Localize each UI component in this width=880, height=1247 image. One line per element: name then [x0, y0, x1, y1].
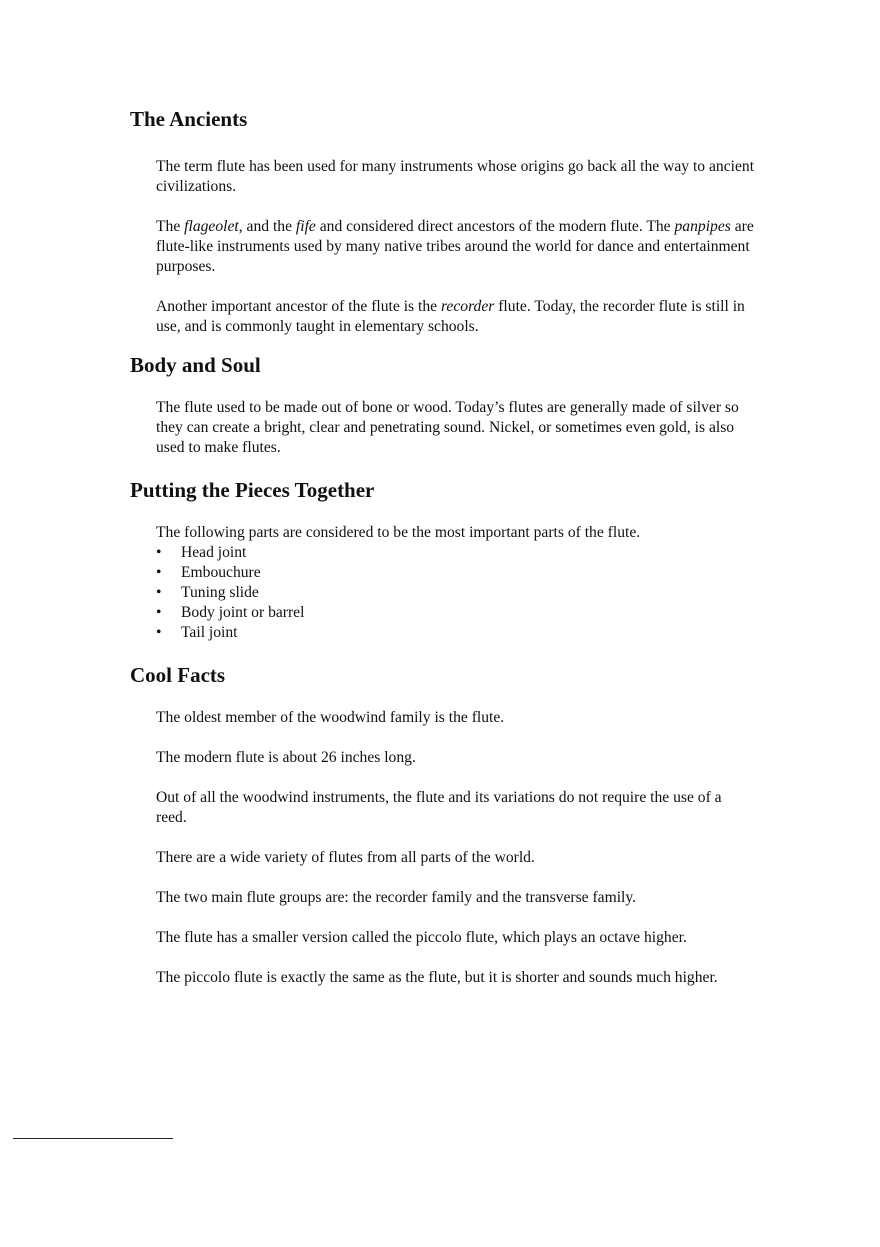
bullet-glyph: • — [156, 544, 162, 561]
text-run: , and the — [238, 218, 296, 235]
section-body-ancients — [156, 157, 756, 337]
fact-paragraph: The modern flute is about 26 inches long. — [156, 749, 416, 766]
term-fife: fife — [295, 218, 316, 235]
section-heading-ancients: The Ancients — [130, 107, 248, 131]
term-recorder: recorder — [440, 298, 495, 315]
paragraph-materials: The flute used to be made out of bone or wood. Today’s flutes are generally made of silver so they can create a bright, clear and penetrating sound. Nickel, or sometimes even gold, is also used to make flutes. — [156, 399, 739, 456]
list-item-text: Tail joint — [181, 624, 238, 641]
section-body-and-soul — [130, 352, 770, 458]
list-item-text: Embouchure — [181, 564, 261, 581]
text-run: and considered direct ancestors of the modern flute. The — [315, 218, 675, 235]
paragraph-parts-intro: The following parts are considered to be the most important parts of the flute. — [156, 524, 641, 541]
term-flageolet: flageolet — [184, 218, 239, 235]
text-run: The — [156, 218, 185, 235]
text-run: are flute-like instruments used by many native tribes around the world for dance and entertainment purposes. — [156, 218, 754, 275]
bullet-glyph: • — [156, 624, 162, 641]
bullet-glyph: • — [156, 584, 162, 601]
fact-paragraph: There are a wide variety of flutes from all parts of the world. — [156, 849, 535, 866]
bullet-glyph: • — [156, 604, 162, 621]
list-item-text: Head joint — [181, 544, 247, 561]
fact-paragraph: The piccolo flute is exactly the same as the flute, but it is shorter and sounds much higher. — [156, 969, 718, 986]
fact-paragraph: The two main flute groups are: the recorder family and the transverse family. — [156, 889, 637, 906]
section-body-cool-facts — [156, 708, 756, 988]
section-heading-body-soul: Body and Soul — [130, 353, 261, 377]
paragraph-recorder — [156, 297, 756, 337]
footnote-separator — [13, 1138, 173, 1139]
section-putting-pieces-together — [130, 477, 770, 643]
list-item — [156, 623, 756, 643]
fact-paragraph: The oldest member of the woodwind family is the flute. — [156, 709, 505, 726]
parts-list — [156, 543, 756, 643]
term-panpipes: panpipes — [674, 218, 731, 235]
fact-paragraph: The flute has a smaller version called the piccolo flute, which plays an octave higher. — [156, 929, 687, 946]
section-heading-pieces: Putting the Pieces Together — [130, 478, 375, 502]
text-run: Another important ancestor of the flute is the — [156, 298, 441, 315]
section-body-body-soul — [156, 398, 756, 458]
fact-paragraph: Out of all the woodwind instruments, the flute and its variations do not require the use of a reed. — [156, 789, 722, 826]
section-heading-cool-facts: Cool Facts — [130, 663, 226, 687]
list-item — [156, 563, 756, 583]
section-the-ancients — [130, 106, 770, 337]
section-cool-facts — [130, 662, 770, 988]
bullet-glyph: • — [156, 564, 162, 581]
list-item-text: Tuning slide — [181, 584, 259, 601]
list-item — [156, 543, 756, 563]
list-item — [156, 583, 756, 603]
list-item — [156, 603, 756, 623]
paragraph-origins: The term flute has been used for many instruments whose origins go back all the way to ancient civilizations. — [156, 158, 755, 195]
text-run: flute. Today, the recorder flute is still in use, and is commonly taught in elementary schools. — [156, 298, 745, 335]
section-body-pieces — [156, 523, 756, 643]
list-item-text: Body joint or barrel — [181, 604, 305, 621]
paragraph-ancestors — [156, 217, 756, 277]
